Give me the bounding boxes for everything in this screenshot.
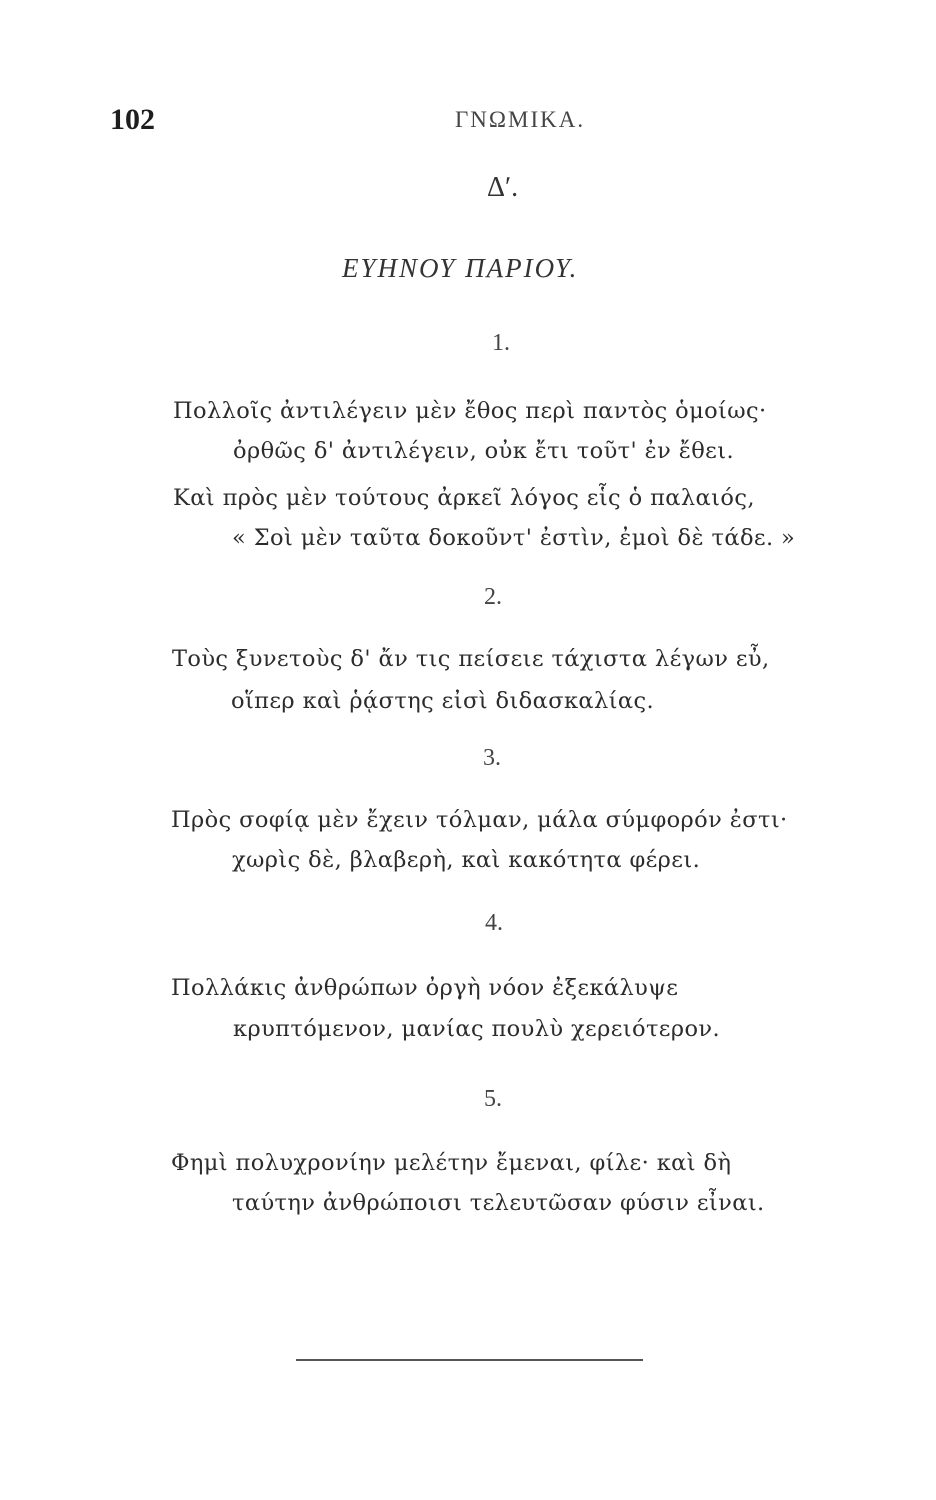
verse-line: Πρὸς σοφίᾳ μὲν ἔχειν τόλμαν, μάλα σύμφορόν ἐστι· <box>171 807 788 833</box>
verse-line: Πολλάκις ἀνθρώπων ὀργὴ νόον ἐξεκάλυψε <box>171 975 679 1001</box>
running-title: ΓΝΩΜΙΚΑ. <box>455 107 586 132</box>
verse-line: Τοὺς ξυνετοὺς δ' ἄν τις πείσειε τάχιστα λέγων εὖ, <box>172 646 770 672</box>
verse-line: οἵπερ καὶ ῥᾴστης εἰσὶ διδασκαλίας. <box>231 688 655 714</box>
verse-line: Πολλοῖς ἀντιλέγειν μὲν ἔθος περὶ παντὸς ὁμοίως· <box>173 398 767 424</box>
author-heading: ΕΥΗΝΟΥ ΠΑΡΙΟΥ. <box>342 253 579 283</box>
fragment-number: 1. <box>492 330 510 356</box>
verse-line: χωρὶς δὲ, βλαβερὴ, καὶ κακότητα φέρει. <box>232 847 701 873</box>
verse-line: ταύτην ἀνθρώποισι τελευτῶσαν φύσιν εἶναι. <box>232 1190 765 1216</box>
verse-line: κρυπτόμενον, μανίας πουλὺ χερειότερον. <box>233 1016 721 1042</box>
verse-line: « Σοὶ μὲν ταῦτα δοκοῦντ' ἐστὶν, ἐμοὶ δὲ τάδε. » <box>232 525 796 551</box>
fragment-number: 2. <box>484 584 502 610</box>
verse-line: Φημὶ πολυχρονίην μελέτην ἔμεναι, φίλε· καὶ δὴ <box>171 1150 732 1176</box>
verse-line: ὀρθῶς δ' ἀντιλέγειν, οὐκ ἔτι τοῦτ' ἐν ἔθει. <box>233 438 735 464</box>
page-number: 102 <box>110 103 155 136</box>
section-letter: Δʹ. <box>487 172 519 203</box>
verse-line: Καὶ πρὸς μὲν τούτους ἀρκεῖ λόγος εἷς ὁ παλαιός, <box>173 485 755 511</box>
fragment-number: 5. <box>484 1086 502 1112</box>
end-rule <box>296 1359 643 1361</box>
fragment-number: 4. <box>485 910 503 936</box>
fragment-number: 3. <box>483 745 501 771</box>
